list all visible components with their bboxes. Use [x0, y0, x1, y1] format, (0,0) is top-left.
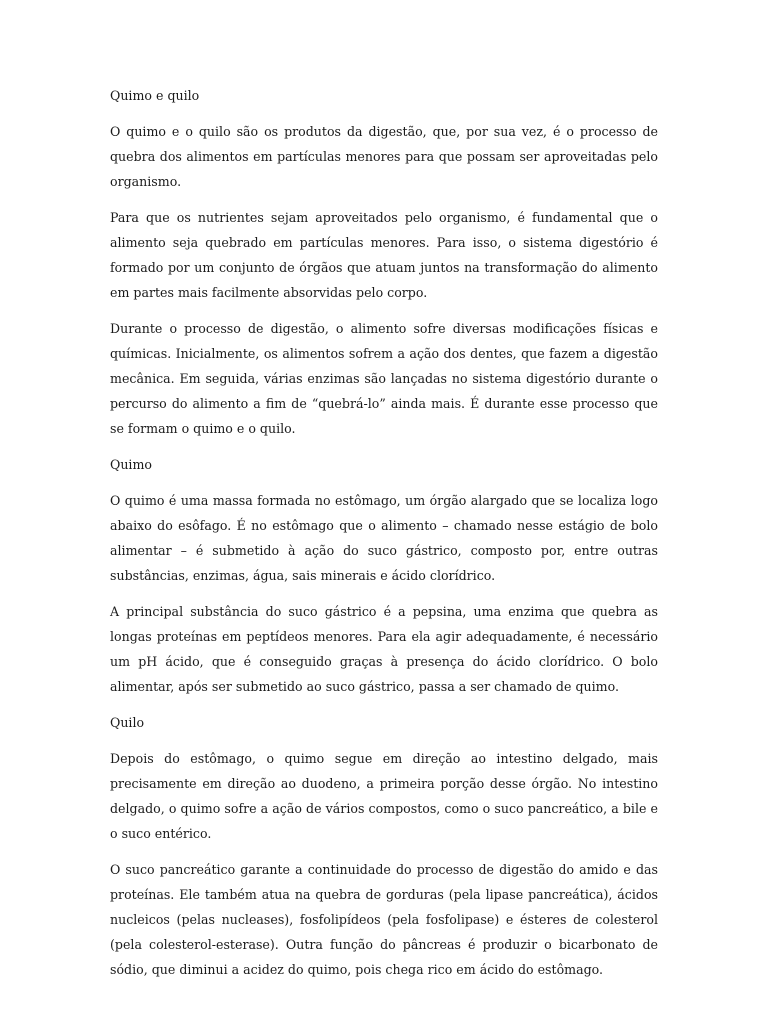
paragraph: O quimo e o quilo são os produtos da digestão, que, por sua vez, é o processo de quebra dos alimentos em partículas menores para que possam ser aproveitadas pelo organismo.	[110, 124, 658, 189]
paragraph: Para que os nutrientes sejam aproveitados pelo organismo, é fundamental que o alimento seja quebrado em partículas menores. Para isso, o sistema digestório é formado por um conjunto de órgãos que atuam juntos na transformação do alimento em partes mais facilmente absorvidas pelo corpo.	[110, 210, 658, 300]
document-page	[110, 83, 658, 993]
section-heading-quilo: Quilo	[110, 715, 145, 730]
paragraph: Depois do estômago, o quimo segue em direção ao intestino delgado, mais precisamente em direção ao duodeno, a primeira porção desse órgão. No intestino delgado, o quimo sofre a ação de vários compostos, como o suco pancreático, a bile e o suco entérico.	[110, 751, 658, 841]
paragraph: Durante o processo de digestão, o alimento sofre diversas modificações físicas e químicas. Inicialmente, os alimentos sofrem a ação dos dentes, que fazem a digestão mecânica. Em seguida, várias enzimas são lançadas no sistema digestório durante o percurso do alimento a fim de “quebrá-lo” ainda mais. É durante esse processo que se formam o quimo e o quilo.	[110, 321, 658, 436]
paragraph: O suco pancreático garante a continuidade do processo de digestão do amido e das proteínas. Ele também atua na quebra de gorduras (pela lipase pancreática), ácidos nucleicos (pelas nucleases), fosfolipídeos (pela fosfolipase) e ésteres de colesterol (pela colesterol-esterase). Outra função do pâncreas é produzir o bicarbonato de sódio, que diminui a acidez do quimo, pois chega rico em ácido do estômago.	[110, 862, 658, 977]
section-heading-quimo: Quimo	[110, 457, 152, 472]
paragraph: A principal substância do suco gástrico é a pepsina, uma enzima que quebra as longas proteínas em peptídeos menores. Para ela agir adequadamente, é necessário um pH ácido, que é conseguido graças à presença do ácido clorídrico. O bolo alimentar, após ser submetido ao suco gástrico, passa a ser chamado de quimo.	[110, 604, 658, 694]
paragraph: O quimo é uma massa formada no estômago, um órgão alargado que se localiza logo abaixo do esôfago. É no estômago que o alimento – chamado nesse estágio de bolo alimentar – é submetido à ação do suco gástrico, composto por, entre outras substâncias, enzimas, água, sais minerais e ácido clorídrico.	[110, 493, 658, 583]
title-heading: Quimo e quilo	[110, 88, 200, 103]
